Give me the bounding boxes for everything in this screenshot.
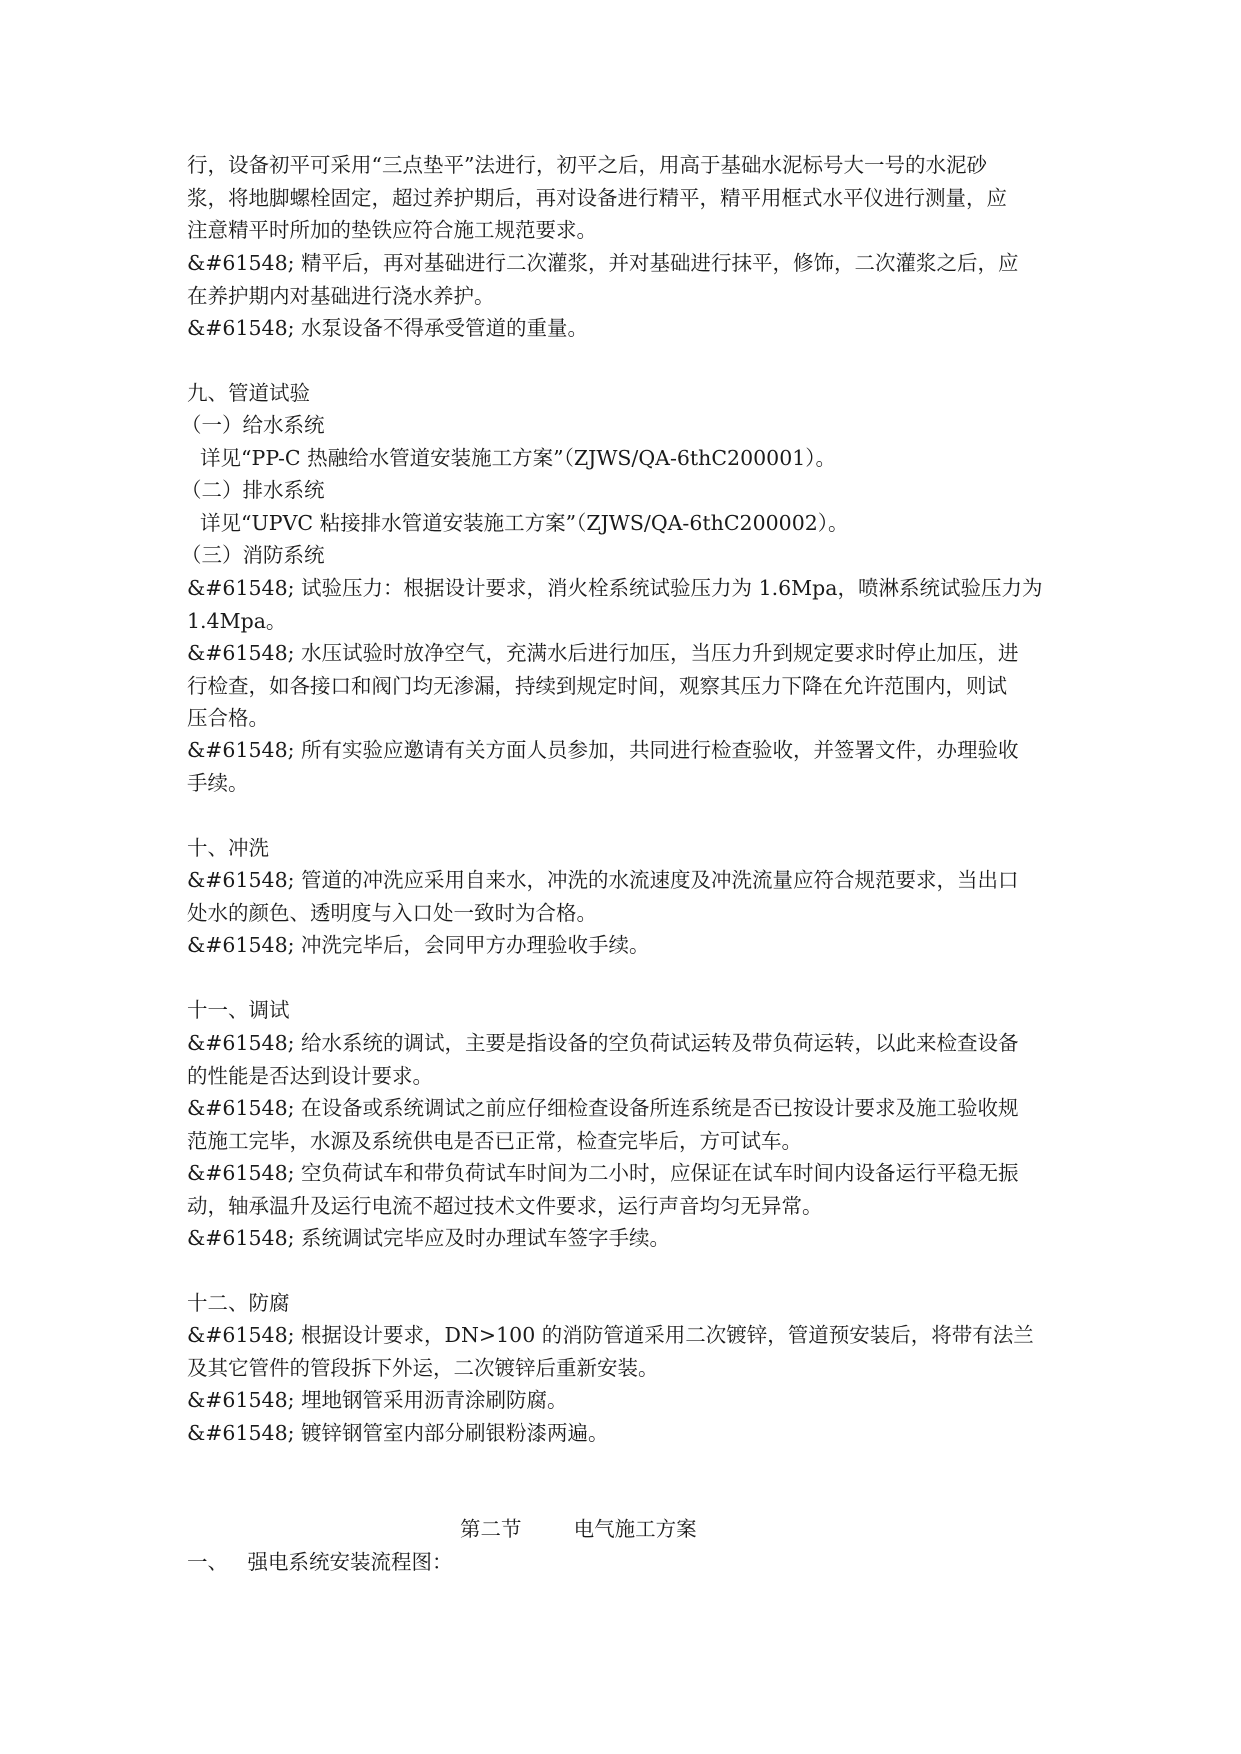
section-title: 九、管道试验: [187, 381, 310, 405]
paragraph: 详见“UPVC 粘接排水管道安装施工方案”（ZJWS/QA-6thC200002）。: [187, 511, 849, 535]
bullet-item: &#61548; 水泵设备不得承受管道的重量。: [187, 316, 589, 340]
bullet-item: &#61548; 精平后，再对基础进行二次灌浆，并对基础进行抹平，修饰，二次灌浆之后，应 在养护期内对基础进行浇水养护。: [187, 251, 1019, 308]
paragraph: 详见“PP-C 热融给水管道安装施工方案”（ZJWS/QA-6thC200001）。: [187, 446, 837, 470]
bullet-item: &#61548; 试验压力：根据设计要求，消火栓系统试验压力为 1.6Mpa，喷淋系统试验压力为 1.4Mpa。: [187, 576, 1043, 633]
bullet-item: &#61548; 管道的冲洗应采用自来水，冲洗的水流速度及冲洗流量应符合规范要求，当出口 处水的颜色、透明度与入口处一致时为合格。: [187, 868, 1019, 925]
section-title: 十二、防腐: [187, 1291, 290, 1315]
subsection-title: （二）排水系统: [181, 478, 325, 502]
bullet-item: &#61548; 在设备或系统调试之前应仔细检查设备所连系统是否已按设计要求及施工验收规 范施工完毕，水源及系统供电是否已正常，检查完毕后，方可试车。: [187, 1096, 1019, 1153]
subsection-title: （一）给水系统: [181, 413, 325, 437]
flowchart-subheading: 一、 强电系统安装流程图：: [187, 1550, 453, 1574]
bullet-item: &#61548; 水压试验时放净空气，充满水后进行加压，当压力升到规定要求时停止加压，进 行检查，如各接口和阀门均无渗漏，持续到规定时间，观察其压力下降在允许范围内，则试 压合格。: [187, 641, 1019, 730]
chapter-section-heading: 第二节 电气施工方案: [460, 1517, 697, 1541]
paragraph: 行，设备初平可采用“三点垫平”法进行，初平之后，用高于基础水泥标号大一号的水泥砂 浆，将地脚螺栓固定，超过养护期后，再对设备进行精平，精平用框式水平仪进行测量，应 注意精平时所加的垫铁应符合施工规范要求。: [187, 153, 1007, 242]
subsection-title: （三）消防系统: [181, 543, 325, 567]
bullet-item: &#61548; 冲洗完毕后，会同甲方办理验收手续。: [187, 933, 650, 957]
bullet-item: &#61548; 系统调试完毕应及时办理试车签字手续。: [187, 1226, 671, 1250]
bullet-item: &#61548; 所有实验应邀请有关方面人员参加，共同进行检查验收，并签署文件，办理验收 手续。: [187, 738, 1019, 795]
bullet-item: &#61548; 给水系统的调试，主要是指设备的空负荷试运转及带负荷运转，以此来检查设备 的性能是否达到设计要求。: [187, 1031, 1019, 1088]
bullet-item: &#61548; 根据设计要求，DN>100 的消防管道采用二次镀锌，管道预安装后，将带有法兰 及其它管件的管段拆下外运，二次镀锌后重新安装。: [187, 1323, 1034, 1380]
section-title: 十一、调试: [187, 998, 290, 1022]
bullet-item: &#61548; 埋地钢管采用沥青涂刷防腐。: [187, 1388, 568, 1412]
section-title: 十、冲洗: [187, 836, 269, 860]
bullet-item: &#61548; 空负荷试车和带负荷试车时间为二小时，应保证在试车时间内设备运行平稳无振 动，轴承温升及运行电流不超过技术文件要求，运行声音均匀无异常。: [187, 1161, 1019, 1218]
bullet-item: &#61548; 镀锌钢管室内部分刷银粉漆两遍。: [187, 1421, 609, 1445]
